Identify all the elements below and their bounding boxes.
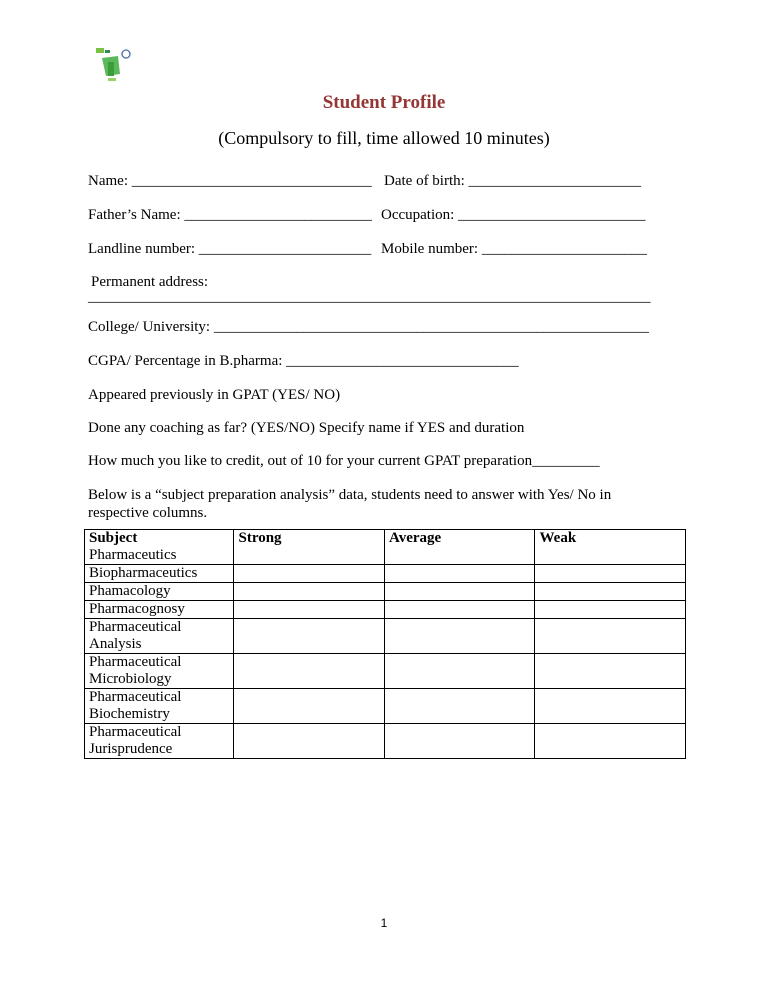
subject-cell: Pharmaceutical Biochemistry [85, 689, 234, 724]
strong-cell[interactable] [234, 565, 385, 583]
dob-field[interactable]: Date of birth: _______________________ [384, 173, 642, 189]
subject-cell: Pharmaceutics [85, 547, 234, 565]
coaching-question: Done any coaching as far? (YES/NO) Specify name if YES and duration [88, 420, 525, 436]
header-weak: Weak [535, 530, 686, 565]
strong-cell[interactable] [234, 601, 385, 619]
address-label: Permanent address: [91, 274, 209, 290]
subject-cell: Biopharmaceutics [85, 565, 234, 583]
gpat-question: Appeared previously in GPAT (YES/ NO) [88, 387, 341, 403]
table-row [85, 689, 686, 724]
weak-cell[interactable] [535, 565, 686, 583]
weak-cell[interactable] [535, 619, 686, 654]
subject-cell: Pharmaceutical Jurisprudence [85, 724, 234, 759]
strong-cell[interactable] [234, 583, 385, 601]
subject-cell: Phamacology [85, 583, 234, 601]
page-number: 1 [380, 916, 388, 930]
header-average: Average [384, 530, 535, 565]
cgpa-field[interactable]: CGPA/ Percentage in B.pharma: _______________________________ [88, 353, 519, 369]
instruction-line-1: Below is a “subject preparation analysis” data, students need to answer with Yes/ No in [88, 487, 612, 503]
table-row [85, 724, 686, 759]
name-field[interactable]: Name: ________________________________ [88, 173, 372, 189]
weak-cell[interactable] [535, 654, 686, 689]
average-cell[interactable] [384, 619, 535, 654]
table-row [85, 565, 686, 583]
average-cell[interactable] [384, 583, 535, 601]
address-field[interactable]: ___________________________________________________________________________ [88, 289, 651, 305]
weak-cell[interactable] [535, 601, 686, 619]
subject-analysis-table [84, 529, 686, 759]
page-title: Student Profile [322, 92, 446, 113]
average-cell[interactable] [384, 654, 535, 689]
table-row [85, 583, 686, 601]
header-subject: Subject [85, 530, 234, 548]
weak-cell[interactable] [535, 724, 686, 759]
mobile-field[interactable]: Mobile number: ______________________ [381, 241, 647, 257]
table-header-row [85, 530, 686, 548]
average-cell[interactable] [384, 565, 535, 583]
instruction-line-2: respective columns. [88, 505, 208, 521]
table-row [85, 601, 686, 619]
subject-cell: Pharmacognosy [85, 601, 234, 619]
average-cell[interactable] [384, 689, 535, 724]
weak-cell[interactable] [535, 583, 686, 601]
average-cell[interactable] [384, 724, 535, 759]
occupation-field[interactable]: Occupation: _________________________ [381, 207, 646, 223]
table-row [85, 619, 686, 654]
table-row [85, 654, 686, 689]
organization-logo-icon [92, 44, 136, 84]
header-strong: Strong [234, 530, 385, 565]
weak-cell[interactable] [535, 689, 686, 724]
strong-cell[interactable] [234, 654, 385, 689]
strong-cell[interactable] [234, 724, 385, 759]
landline-field[interactable]: Landline number: _______________________ [88, 241, 372, 257]
page-subtitle: (Compulsory to fill, time allowed 10 minutes) [218, 128, 550, 148]
father-name-field[interactable]: Father’s Name: _________________________ [88, 207, 372, 223]
credit-question[interactable]: How much you like to credit, out of 10 for your current GPAT preparation_________ [88, 453, 600, 469]
strong-cell[interactable] [234, 619, 385, 654]
strong-cell[interactable] [234, 689, 385, 724]
subject-cell: Pharmaceutical Microbiology [85, 654, 234, 689]
college-field[interactable]: College/ University: __________________________________________________________ [88, 319, 649, 335]
average-cell[interactable] [384, 601, 535, 619]
subject-cell: Pharmaceutical Analysis [85, 619, 234, 654]
